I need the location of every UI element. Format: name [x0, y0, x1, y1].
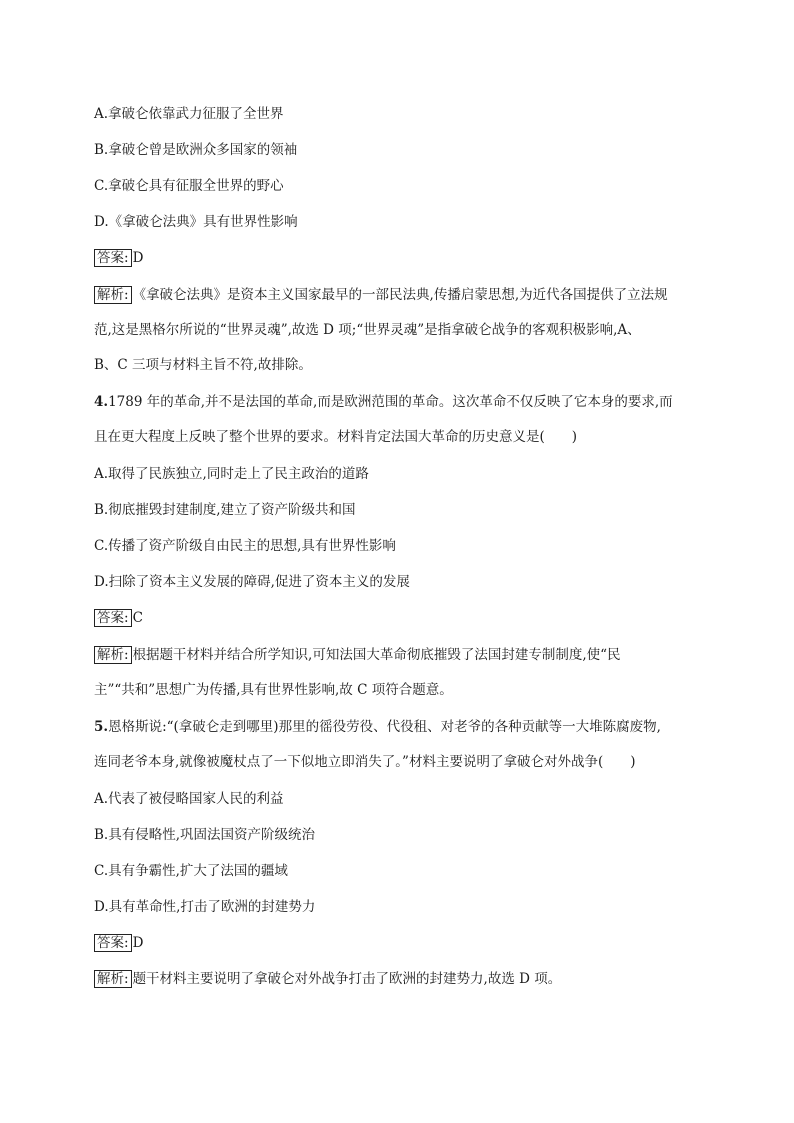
q3-option-b: B.拿破仑曾是欧洲众多国家的领袖: [94, 142, 298, 158]
answer-value: D: [132, 250, 144, 266]
q3-analysis-line-2: 范,这是黑格尔所说的“世界灵魂”,故选 D 项;“世界灵魂”是指拿破仑战争的客观积极影响,A、: [94, 322, 641, 338]
q3-option-d: D.《拿破仑法典》具有世界性影响: [94, 214, 298, 230]
q5-option-b: B.具有侵略性,巩固法国资产阶级统治: [94, 827, 316, 843]
answer-label: 答案:: [94, 934, 132, 952]
question-number: 5.: [94, 719, 109, 735]
analysis-label: 解析:: [94, 646, 132, 664]
q5-option-c: C.具有争霸性,扩大了法国的疆域: [94, 863, 288, 879]
question-stem-text: 恩格斯说:“(拿破仑走到哪里)那里的徭役劳役、代役租、对老爷的各种贡献等一大堆陈腐废物,: [108, 719, 661, 735]
answer-value: C: [132, 610, 143, 626]
q4-stem-line-2: 且在更大程度上反映了整个世界的要求。材料肯定法国大革命的历史意义是( ): [94, 429, 578, 445]
q3-analysis-line-3: B、C 三项与材料主旨不符,故排除。: [94, 357, 312, 373]
q4-option-d: D.扫除了资本主义发展的障碍,促进了资本主义的发展: [94, 574, 410, 590]
q5-stem-line-1: [94, 717, 661, 737]
q4-option-b: B.彻底摧毁封建制度,建立了资产阶级共和国: [94, 502, 356, 518]
analysis-text: 《拿破仑法典》是资本主义国家最早的一部民法典,传播启蒙思想,为近代各国提供了立法规: [132, 287, 668, 303]
q3-answer: [94, 248, 143, 268]
analysis-text: 题干材料主要说明了拿破仑对外战争打击了欧洲的封建势力,故选 D 项。: [132, 971, 562, 987]
q5-analysis-line-1: [94, 969, 561, 989]
analysis-label: 解析:: [94, 970, 132, 988]
question-number: 4.: [94, 394, 109, 410]
q5-option-a: A.代表了被侵略国家人民的利益: [94, 791, 284, 807]
q5-answer: [94, 933, 143, 953]
q5-stem-line-2: 连同老爷本身,就像被魔杖点了一下似地立即消失了。”材料主要说明了拿破仑对外战争( ): [94, 754, 636, 770]
answer-label: 答案:: [94, 609, 132, 627]
q4-stem-line-1: [94, 392, 673, 412]
q4-option-c: C.传播了资产阶级自由民主的思想,具有世界性影响: [94, 538, 396, 554]
answer-label: 答案:: [94, 249, 132, 267]
q3-analysis-line-1: [94, 285, 668, 305]
q4-analysis-line-2: 主”“共和”思想广为传播,具有世界性影响,故 C 项符合题意。: [94, 682, 453, 698]
question-stem-text: 1789 年的革命,并不是法国的革命,而是欧洲范围的革命。这次革命不仅反映了它本身的要求,而: [108, 394, 673, 410]
q4-option-a: A.取得了民族独立,同时走上了民主政治的道路: [94, 466, 369, 482]
q3-option-c: C.拿破仑具有征服全世界的野心: [94, 178, 284, 194]
q4-answer: [94, 608, 143, 628]
analysis-text: 根据题干材料并结合所学知识,可知法国大革命彻底摧毁了法国封建专制制度,使“民: [132, 647, 621, 663]
q4-analysis-line-1: [94, 645, 621, 665]
q3-option-a: A.拿破仑依靠武力征服了全世界: [94, 106, 284, 122]
q5-option-d: D.具有革命性,打击了欧洲的封建势力: [94, 899, 316, 915]
answer-value: D: [132, 935, 144, 951]
analysis-label: 解析:: [94, 286, 132, 304]
